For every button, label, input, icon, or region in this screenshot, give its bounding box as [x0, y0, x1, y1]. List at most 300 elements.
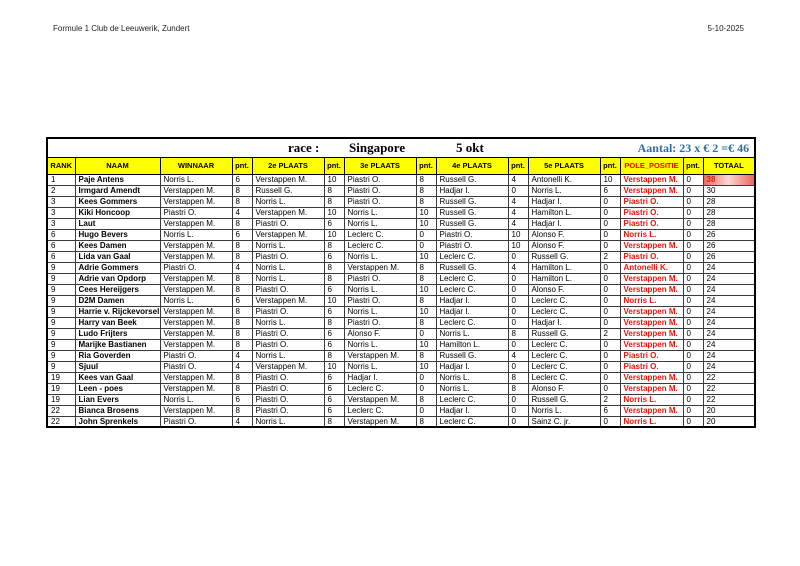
plaats2-cell: Norris L. — [252, 262, 324, 273]
totaal-cell: 24 — [703, 361, 755, 372]
pole-cell: Verstappen M. — [620, 383, 683, 394]
pole-cell: Verstappen M. — [620, 306, 683, 317]
pnt-cell: 8 — [232, 339, 252, 350]
pole-cell: Verstappen M. — [620, 185, 683, 196]
pnt-cell: 0 — [600, 361, 620, 372]
pnt-cell: 8 — [232, 306, 252, 317]
plaats3-cell: Verstappen M. — [344, 394, 416, 405]
pole-cell: Verstappen M. — [620, 372, 683, 383]
winnaar-cell: Verstappen M. — [160, 317, 232, 328]
pnt-cell: 0 — [683, 361, 703, 372]
pnt-cell: 6 — [324, 339, 344, 350]
plaats3-cell: Norris L. — [344, 218, 416, 229]
plaats5-cell: Leclerc C. — [528, 306, 600, 317]
table-row — [47, 339, 755, 350]
plaats4-cell: Russell G. — [436, 207, 508, 218]
pnt-cell: 0 — [683, 383, 703, 394]
naam-cell: Harry van Beek — [75, 317, 160, 328]
naam-cell: Cees Hereijgers — [75, 284, 160, 295]
plaats2-cell: Piastri O. — [252, 383, 324, 394]
pnt-cell: 0 — [508, 273, 528, 284]
pole-cell: Piastri O. — [620, 251, 683, 262]
pnt-cell: 0 — [600, 350, 620, 361]
winnaar-cell: Norris L. — [160, 394, 232, 405]
plaats5-cell: Hadjar I. — [528, 317, 600, 328]
plaats2-cell: Norris L. — [252, 273, 324, 284]
pnt-cell: 8 — [232, 317, 252, 328]
table-row — [47, 218, 755, 229]
plaats4-cell: Russell G. — [436, 196, 508, 207]
pnt-cell: 0 — [683, 262, 703, 273]
plaats4-cell: Hamilton L. — [436, 339, 508, 350]
pnt-cell: 10 — [416, 284, 436, 295]
totaal-cell: 24 — [703, 273, 755, 284]
plaats3-cell: Leclerc C. — [344, 405, 416, 416]
pnt-cell: 0 — [683, 394, 703, 405]
plaats2-cell: Piastri O. — [252, 306, 324, 317]
plaats4-cell: Leclerc C. — [436, 251, 508, 262]
pnt-cell: 0 — [508, 416, 528, 427]
pnt-cell: 0 — [600, 317, 620, 328]
pnt-cell: 0 — [508, 394, 528, 405]
pnt-cell: 4 — [508, 218, 528, 229]
winnaar-cell: Verstappen M. — [160, 339, 232, 350]
pole-cell: Verstappen M. — [620, 284, 683, 295]
col-header-pnt4: pnt. — [508, 157, 528, 174]
winnaar-cell: Verstappen M. — [160, 196, 232, 207]
pnt-cell: 8 — [416, 317, 436, 328]
rank-cell: 6 — [47, 240, 75, 251]
pnt-cell: 8 — [416, 416, 436, 427]
plaats2-cell: Norris L. — [252, 416, 324, 427]
plaats2-cell: Piastri O. — [252, 394, 324, 405]
pole-cell: Piastri O. — [620, 196, 683, 207]
pnt-cell: 10 — [508, 240, 528, 251]
winnaar-cell: Piastri O. — [160, 350, 232, 361]
totaal-cell: 38 — [703, 174, 755, 185]
pnt-cell: 0 — [600, 229, 620, 240]
plaats3-cell: Hadjar I. — [344, 372, 416, 383]
rank-cell: 1 — [47, 174, 75, 185]
pnt-cell: 8 — [232, 273, 252, 284]
pnt-cell: 6 — [324, 284, 344, 295]
pnt-cell: 0 — [508, 317, 528, 328]
pnt-cell: 0 — [600, 295, 620, 306]
plaats5-cell: Hadjar I. — [528, 218, 600, 229]
winnaar-cell: Piastri O. — [160, 207, 232, 218]
pnt-cell: 6 — [232, 229, 252, 240]
pnt-cell: 0 — [600, 372, 620, 383]
naam-cell: Ria Goverden — [75, 350, 160, 361]
pole-cell: Piastri O. — [620, 218, 683, 229]
pnt-cell: 8 — [232, 251, 252, 262]
pole-cell: Piastri O. — [620, 207, 683, 218]
plaats4-cell: Leclerc C. — [436, 394, 508, 405]
naam-cell: Kees Damen — [75, 240, 160, 251]
pnt-cell: 10 — [416, 251, 436, 262]
pnt-cell: 10 — [416, 361, 436, 372]
plaats2-cell: Verstappen M. — [252, 174, 324, 185]
col-header-pnt2: pnt. — [324, 157, 344, 174]
pnt-cell: 10 — [324, 295, 344, 306]
pnt-cell: 8 — [232, 405, 252, 416]
rank-cell: 19 — [47, 394, 75, 405]
pnt-cell: 0 — [683, 273, 703, 284]
plaats2-cell: Piastri O. — [252, 372, 324, 383]
totaal-cell: 22 — [703, 383, 755, 394]
naam-cell: Kees van Gaal — [75, 372, 160, 383]
pnt-cell: 6 — [324, 383, 344, 394]
club-name: Formule 1 Club de Leeuwerik, Zundert — [53, 24, 190, 33]
plaats5-cell: Hadjar I. — [528, 196, 600, 207]
pnt-cell: 8 — [232, 185, 252, 196]
pnt-cell: 0 — [683, 185, 703, 196]
winnaar-cell: Verstappen M. — [160, 383, 232, 394]
pnt-cell: 10 — [416, 207, 436, 218]
winnaar-cell: Verstappen M. — [160, 306, 232, 317]
plaats4-cell: Russell G. — [436, 218, 508, 229]
pnt-cell: 8 — [508, 328, 528, 339]
pnt-cell: 4 — [232, 207, 252, 218]
plaats4-cell: Russell G. — [436, 262, 508, 273]
pnt-cell: 8 — [508, 372, 528, 383]
plaats2-cell: Norris L. — [252, 240, 324, 251]
pnt-cell: 0 — [600, 218, 620, 229]
plaats3-cell: Norris L. — [344, 361, 416, 372]
totaal-cell: 24 — [703, 350, 755, 361]
naam-cell: John Sprenkels — [75, 416, 160, 427]
pnt-cell: 0 — [600, 273, 620, 284]
plaats2-cell: Piastri O. — [252, 218, 324, 229]
table-row — [47, 251, 755, 262]
naam-cell: Irmgard Amendt — [75, 185, 160, 196]
pnt-cell: 0 — [416, 240, 436, 251]
plaats3-cell: Piastri O. — [344, 317, 416, 328]
table-body — [47, 174, 755, 427]
pole-cell: Piastri O. — [620, 361, 683, 372]
plaats5-cell: Hamilton L. — [528, 262, 600, 273]
plaats4-cell: Hadjar I. — [436, 306, 508, 317]
naam-cell: Adrie Gommers — [75, 262, 160, 273]
totaal-cell: 28 — [703, 196, 755, 207]
totaal-cell: 20 — [703, 405, 755, 416]
pnt-cell: 0 — [508, 361, 528, 372]
pole-cell: Verstappen M. — [620, 328, 683, 339]
pnt-cell: 0 — [600, 284, 620, 295]
totaal-cell: 26 — [703, 251, 755, 262]
pnt-cell: 0 — [600, 240, 620, 251]
rank-cell: 9 — [47, 284, 75, 295]
plaats4-cell: Leclerc C. — [436, 284, 508, 295]
col-header-2e-plaats: 2e PLAATS — [252, 157, 324, 174]
plaats5-cell: Antonelli K. — [528, 174, 600, 185]
plaats3-cell: Verstappen M. — [344, 350, 416, 361]
pnt-cell: 0 — [600, 339, 620, 350]
pnt-cell: 0 — [683, 196, 703, 207]
plaats5-cell: Russell G. — [528, 328, 600, 339]
table-row — [47, 405, 755, 416]
pnt-cell: 10 — [416, 339, 436, 350]
winnaar-cell: Norris L. — [160, 174, 232, 185]
pole-cell: Verstappen M. — [620, 339, 683, 350]
pnt-cell: 8 — [508, 383, 528, 394]
plaats5-cell: Alonso F. — [528, 240, 600, 251]
pnt-cell: 0 — [683, 306, 703, 317]
totaal-cell: 28 — [703, 218, 755, 229]
pnt-cell: 0 — [508, 185, 528, 196]
plaats3-cell: Alonso F. — [344, 328, 416, 339]
table-row — [47, 295, 755, 306]
plaats4-cell: Leclerc C. — [436, 273, 508, 284]
naam-cell: D2M Damen — [75, 295, 160, 306]
col-header-pnt6: pnt. — [683, 157, 703, 174]
plaats5-cell: Leclerc C. — [528, 295, 600, 306]
pnt-cell: 6 — [600, 405, 620, 416]
table-row — [47, 240, 755, 251]
pnt-cell: 0 — [416, 229, 436, 240]
winnaar-cell: Piastri O. — [160, 262, 232, 273]
table-row — [47, 416, 755, 427]
totaal-cell: 26 — [703, 240, 755, 251]
rank-cell: 9 — [47, 339, 75, 350]
plaats5-cell: Alonso F. — [528, 284, 600, 295]
pnt-cell: 4 — [232, 350, 252, 361]
plaats4-cell: Hadjar I. — [436, 295, 508, 306]
naam-cell: Sjuul — [75, 361, 160, 372]
col-header-pole-positie: POLE_POSITIE — [620, 157, 683, 174]
pnt-cell: 0 — [683, 416, 703, 427]
pnt-cell: 8 — [232, 284, 252, 295]
pnt-cell: 10 — [416, 218, 436, 229]
col-header-3e-plaats: 3e PLAATS — [344, 157, 416, 174]
pnt-cell: 0 — [683, 372, 703, 383]
pnt-cell: 0 — [683, 339, 703, 350]
table-row — [47, 317, 755, 328]
pnt-cell: 6 — [324, 394, 344, 405]
pnt-cell: 10 — [324, 361, 344, 372]
table-row — [47, 284, 755, 295]
table-row — [47, 306, 755, 317]
plaats4-cell: Hadjar I. — [436, 185, 508, 196]
plaats4-cell: Piastri O. — [436, 229, 508, 240]
plaats3-cell: Norris L. — [344, 284, 416, 295]
col-header-4e-plaats: 4e PLAATS — [436, 157, 508, 174]
totaal-cell: 30 — [703, 185, 755, 196]
pnt-cell: 0 — [600, 383, 620, 394]
pnt-cell: 10 — [324, 207, 344, 218]
naam-cell: Paje Antens — [75, 174, 160, 185]
rank-cell: 2 — [47, 185, 75, 196]
totaal-cell: 28 — [703, 207, 755, 218]
pole-cell: Norris L. — [620, 229, 683, 240]
plaats2-cell: Verstappen M. — [252, 207, 324, 218]
winnaar-cell: Verstappen M. — [160, 284, 232, 295]
pnt-cell: 8 — [232, 372, 252, 383]
plaats5-cell: Sainz C. jr. — [528, 416, 600, 427]
winnaar-cell: Verstappen M. — [160, 405, 232, 416]
plaats4-cell: Leclerc C. — [436, 416, 508, 427]
totaal-cell: 24 — [703, 328, 755, 339]
pnt-cell: 0 — [683, 295, 703, 306]
pnt-cell: 6 — [324, 328, 344, 339]
rank-cell: 9 — [47, 306, 75, 317]
pnt-cell: 4 — [508, 350, 528, 361]
pnt-cell: 6 — [324, 218, 344, 229]
winnaar-cell: Piastri O. — [160, 416, 232, 427]
plaats3-cell: Leclerc C. — [344, 383, 416, 394]
pnt-cell: 6 — [324, 405, 344, 416]
winnaar-cell: Verstappen M. — [160, 273, 232, 284]
table-row — [47, 196, 755, 207]
pole-cell: Verstappen M. — [620, 317, 683, 328]
col-header-totaal: TOTAAL — [703, 157, 755, 174]
plaats4-cell: Hadjar I. — [436, 361, 508, 372]
race-name: Singapore — [349, 140, 406, 155]
plaats4-cell: Hadjar I. — [436, 405, 508, 416]
rank-cell: 9 — [47, 273, 75, 284]
plaats5-cell: Alonso F. — [528, 229, 600, 240]
column-header-row — [47, 157, 755, 174]
naam-cell: Leen - poes — [75, 383, 160, 394]
plaats5-cell: Leclerc C. — [528, 361, 600, 372]
pnt-cell: 4 — [232, 361, 252, 372]
col-header-pnt3: pnt. — [416, 157, 436, 174]
pnt-cell: 0 — [508, 251, 528, 262]
pnt-cell: 8 — [232, 196, 252, 207]
pnt-cell: 0 — [683, 284, 703, 295]
table-row — [47, 262, 755, 273]
pnt-cell: 0 — [600, 196, 620, 207]
pole-cell: Verstappen M. — [620, 240, 683, 251]
rank-cell: 9 — [47, 350, 75, 361]
plaats5-cell: Norris L. — [528, 185, 600, 196]
totaal-cell: 24 — [703, 339, 755, 350]
pnt-cell: 0 — [600, 262, 620, 273]
plaats5-cell: Russell G. — [528, 394, 600, 405]
pnt-cell: 10 — [324, 229, 344, 240]
pnt-cell: 2 — [600, 328, 620, 339]
pnt-cell: 8 — [324, 185, 344, 196]
pnt-cell: 0 — [600, 306, 620, 317]
rank-cell: 3 — [47, 218, 75, 229]
plaats3-cell: Verstappen M. — [344, 262, 416, 273]
pnt-cell: 8 — [416, 394, 436, 405]
plaats4-cell: Norris L. — [436, 328, 508, 339]
plaats3-cell: Piastri O. — [344, 196, 416, 207]
plaats3-cell: Norris L. — [344, 306, 416, 317]
race-date: 5 okt — [456, 140, 484, 155]
rank-cell: 9 — [47, 361, 75, 372]
pnt-cell: 0 — [600, 416, 620, 427]
winnaar-cell: Piastri O. — [160, 361, 232, 372]
pnt-cell: 8 — [232, 383, 252, 394]
table-row — [47, 328, 755, 339]
pnt-cell: 0 — [683, 405, 703, 416]
plaats3-cell: Piastri O. — [344, 185, 416, 196]
col-header-pnt5: pnt. — [600, 157, 620, 174]
plaats3-cell: Norris L. — [344, 251, 416, 262]
winnaar-cell: Norris L. — [160, 229, 232, 240]
totaal-cell: 24 — [703, 295, 755, 306]
totaal-cell: 24 — [703, 284, 755, 295]
totaal-cell: 20 — [703, 416, 755, 427]
aantal-total: Aantal: 23 x € 2 =€ 46 — [637, 141, 750, 155]
winnaar-cell: Verstappen M. — [160, 251, 232, 262]
table-row — [47, 229, 755, 240]
plaats2-cell: Piastri O. — [252, 328, 324, 339]
pnt-cell: 2 — [600, 394, 620, 405]
pole-cell: Antonelli K. — [620, 262, 683, 273]
plaats2-cell: Piastri O. — [252, 284, 324, 295]
naam-cell: Lida van Gaal — [75, 251, 160, 262]
pnt-cell: 0 — [416, 372, 436, 383]
pnt-cell: 8 — [416, 295, 436, 306]
plaats5-cell: Leclerc C. — [528, 372, 600, 383]
plaats2-cell: Russell G. — [252, 185, 324, 196]
totaal-cell: 24 — [703, 262, 755, 273]
rank-cell: 22 — [47, 405, 75, 416]
pnt-cell: 0 — [683, 350, 703, 361]
pnt-cell: 6 — [324, 372, 344, 383]
results-table — [46, 137, 756, 428]
rank-cell: 22 — [47, 416, 75, 427]
naam-cell: Harrie v. Rijckevorsel — [75, 306, 160, 317]
pnt-cell: 4 — [508, 196, 528, 207]
pnt-cell: 0 — [683, 218, 703, 229]
plaats5-cell: Norris L. — [528, 405, 600, 416]
pnt-cell: 4 — [508, 207, 528, 218]
naam-cell: Bianca Brosens — [75, 405, 160, 416]
pole-cell: Piastri O. — [620, 350, 683, 361]
plaats2-cell: Norris L. — [252, 350, 324, 361]
winnaar-cell: Verstappen M. — [160, 240, 232, 251]
col-header-winnaar: WINNAAR — [160, 157, 232, 174]
winnaar-cell: Verstappen M. — [160, 185, 232, 196]
plaats2-cell: Piastri O. — [252, 339, 324, 350]
naam-cell: Kees Gommers — [75, 196, 160, 207]
plaats5-cell: Alonso F. — [528, 383, 600, 394]
pnt-cell: 0 — [508, 295, 528, 306]
table-row — [47, 174, 755, 185]
totaal-cell: 24 — [703, 306, 755, 317]
pnt-cell: 8 — [416, 196, 436, 207]
plaats4-cell: Russell G. — [436, 350, 508, 361]
pnt-cell: 4 — [232, 416, 252, 427]
pnt-cell: 8 — [416, 174, 436, 185]
pole-cell: Norris L. — [620, 394, 683, 405]
pnt-cell: 0 — [416, 328, 436, 339]
rank-cell: 6 — [47, 229, 75, 240]
table-row — [47, 207, 755, 218]
pnt-cell: 0 — [508, 339, 528, 350]
pnt-cell: 8 — [416, 273, 436, 284]
plaats5-cell: Russell G. — [528, 251, 600, 262]
totaal-cell: 24 — [703, 317, 755, 328]
plaats4-cell: Piastri O. — [436, 240, 508, 251]
naam-cell: Kiki Honcoop — [75, 207, 160, 218]
totaal-cell: 22 — [703, 372, 755, 383]
table-title-row — [47, 138, 755, 157]
pnt-cell: 6 — [600, 185, 620, 196]
pnt-cell: 8 — [232, 218, 252, 229]
table-row — [47, 185, 755, 196]
pnt-cell: 6 — [324, 306, 344, 317]
plaats4-cell: Norris L. — [436, 383, 508, 394]
plaats4-cell: Norris L. — [436, 372, 508, 383]
plaats2-cell: Piastri O. — [252, 405, 324, 416]
pnt-cell: 0 — [416, 405, 436, 416]
pnt-cell: 4 — [508, 262, 528, 273]
